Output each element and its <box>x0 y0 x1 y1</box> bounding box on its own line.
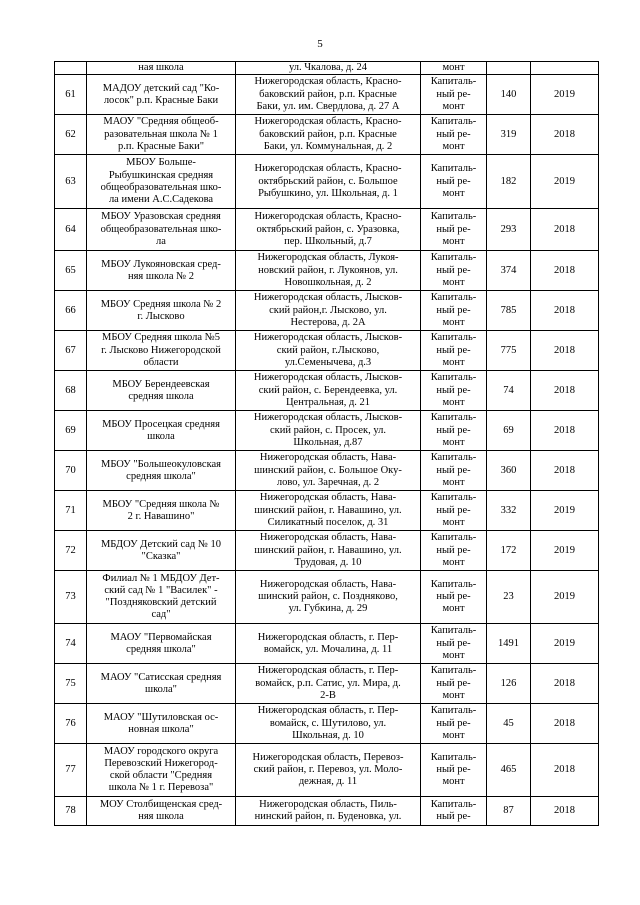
area-value-cell <box>487 451 531 491</box>
institution-name-cell <box>87 797 236 826</box>
table-row <box>55 571 599 624</box>
table-row <box>55 75 599 115</box>
work-type-cell <box>421 62 487 75</box>
institution-address-cell <box>236 115 421 155</box>
table-row <box>55 411 599 451</box>
table-row <box>55 62 599 75</box>
year-value: 2018 <box>554 344 575 356</box>
institution-address-cell <box>236 451 421 491</box>
year-value: 2019 <box>554 504 575 516</box>
institution-name: МБОУ "Средняя школа № 2 г. Навашино" <box>102 498 220 522</box>
institution-address-cell <box>236 62 421 75</box>
institution-name-cell <box>87 115 236 155</box>
work-type: Капиталь- ный ре- монт <box>430 292 477 328</box>
year-value-cell <box>531 251 599 291</box>
institution-name-cell <box>87 371 236 411</box>
institution-name: МАОУ "Сатисская средняя школа" <box>100 671 222 695</box>
table-row <box>55 531 599 571</box>
area-value: 69 <box>503 424 514 436</box>
work-type: Капиталь- ный ре- монт <box>430 163 477 199</box>
year-value-cell <box>531 704 599 744</box>
table-row <box>55 797 599 826</box>
area-value-cell <box>487 624 531 664</box>
year-value-cell <box>531 451 599 491</box>
institution-address-cell <box>236 797 421 826</box>
institution-address: Нижегородская область, Красно- октябрьский район, с. Уразовка, пер. Школьный, д.7 <box>254 211 402 247</box>
work-type-cell <box>421 371 487 411</box>
institution-name: МАОУ городского округа Перевозский Нижегород- ской области "Средняя школа № 1 г. Перевоза" <box>103 745 219 794</box>
year-value: 2019 <box>554 591 575 603</box>
year-value-cell <box>531 291 599 331</box>
area-value: 785 <box>500 304 517 316</box>
row-number-cell <box>55 251 87 291</box>
work-type: Капиталь- ный ре- монт <box>430 332 477 368</box>
institution-name: МОУ Столбищенская сред- няя школа <box>99 799 223 823</box>
row-number: 78 <box>65 805 76 817</box>
row-number: 77 <box>65 764 76 776</box>
page-number: 5 <box>317 38 323 50</box>
institution-name-cell <box>87 291 236 331</box>
row-number: 74 <box>65 637 76 649</box>
work-type: Капиталь- ный ре- монт <box>430 492 477 528</box>
work-type-cell <box>421 155 487 209</box>
area-value-cell <box>487 251 531 291</box>
table-row <box>55 664 599 704</box>
work-type: Капиталь- ный ре- <box>430 799 477 823</box>
row-number-cell <box>55 62 87 75</box>
institution-address: Нижегородская область, Красно- октябрьский район, с. Большое Рыбушкино, ул. Школьная, д. 1 <box>254 163 402 199</box>
institution-name: МАДОУ детский сад "Ко- лосок" р.п. Красные Баки <box>102 82 220 106</box>
row-number-cell <box>55 209 87 251</box>
institution-name-cell <box>87 531 236 571</box>
work-type: Капиталь- ный ре- монт <box>430 372 477 408</box>
work-type-cell <box>421 491 487 531</box>
year-value-cell <box>531 75 599 115</box>
institution-address-cell <box>236 744 421 797</box>
row-number: 73 <box>65 591 76 603</box>
institution-address-cell <box>236 531 421 571</box>
work-type-cell <box>421 75 487 115</box>
institution-address-cell <box>236 664 421 704</box>
year-value: 2019 <box>554 88 575 100</box>
area-value: 775 <box>500 344 517 356</box>
institution-name-cell <box>87 411 236 451</box>
institution-address: Нижегородская область, Перевоз- ский район, г. Перевоз, ул. Моло- дежная, д. 11 <box>252 751 404 788</box>
institution-address: Нижегородская область, Нава- шинский район, с. Большое Оку- лово, ул. Заречная, д. 2 <box>254 452 402 488</box>
institution-name: МАОУ "Первомайская средняя школа" <box>110 631 212 655</box>
institution-address-cell <box>236 624 421 664</box>
area-value: 126 <box>500 677 517 689</box>
institution-name: МАОУ "Средняя общеоб- разовательная школа № 1 р.п. Красные Баки" <box>103 116 219 152</box>
institution-name-cell <box>87 331 236 371</box>
row-number: 62 <box>65 128 76 140</box>
work-type: Капиталь- ный ре- монт <box>430 412 477 448</box>
area-value-cell <box>487 531 531 571</box>
work-type-cell <box>421 531 487 571</box>
row-number: 63 <box>65 175 76 187</box>
year-value-cell <box>531 797 599 826</box>
institution-address-cell <box>236 155 421 209</box>
area-value-cell <box>487 704 531 744</box>
table-row <box>55 704 599 744</box>
institution-address-cell <box>236 371 421 411</box>
work-type-cell <box>421 624 487 664</box>
year-value: 2018 <box>554 384 575 396</box>
institution-name: МБОУ Больше- Рыбушкинская средняя общеобразовательная шко- ла имени А.С.Садекова <box>100 157 222 205</box>
year-value-cell <box>531 744 599 797</box>
work-type: Капиталь- ный ре- монт <box>430 116 477 152</box>
institution-name-cell <box>87 571 236 624</box>
institution-address-cell <box>236 75 421 115</box>
row-number-cell <box>55 744 87 797</box>
institution-name-cell <box>87 744 236 797</box>
institution-name: МАОУ "Шутиловская ос- новная школа" <box>103 711 219 735</box>
table-row <box>55 371 599 411</box>
institution-address: Нижегородская область, Лысков- ский район, с. Просек, ул. Школьная, д.87 <box>253 412 403 448</box>
table-row <box>55 209 599 251</box>
year-value: 2018 <box>554 764 575 776</box>
area-value: 140 <box>500 88 517 100</box>
year-value: 2019 <box>554 637 575 649</box>
institution-address-cell <box>236 209 421 251</box>
institution-name: МБОУ Уразовская средняя общеобразовательная шко- ла <box>100 211 222 247</box>
institution-address: Нижегородская область, Лукоя- новский район, г. Лукоянов, ул. Новошкольная, д. 2 <box>257 252 399 288</box>
institution-name: МБОУ Просецкая средняя школа <box>102 418 220 442</box>
row-number-cell <box>55 624 87 664</box>
row-number: 70 <box>65 464 76 476</box>
year-value: 2018 <box>554 424 575 436</box>
area-value-cell <box>487 571 531 624</box>
work-type: Капиталь- ный ре- монт <box>430 211 477 247</box>
work-type-cell <box>421 209 487 251</box>
work-type: Капиталь- ный ре- монт <box>430 252 477 288</box>
year-value-cell <box>531 155 599 209</box>
work-type-cell <box>421 291 487 331</box>
institution-address: Нижегородская область, Пиль- нинский район, п. Буденовка, ул. <box>254 799 402 823</box>
area-value: 23 <box>503 591 514 603</box>
table-row <box>55 155 599 209</box>
year-value-cell <box>531 411 599 451</box>
institution-name-cell <box>87 209 236 251</box>
work-type-cell <box>421 331 487 371</box>
row-number-cell <box>55 704 87 744</box>
institution-name: МБОУ Средняя школа № 2 г. Лысково <box>100 298 222 322</box>
work-type-cell <box>421 664 487 704</box>
row-number-cell <box>55 75 87 115</box>
institution-address: Нижегородская область, г. Пер- вомайск, ул. Мочалина, д. 11 <box>257 631 399 655</box>
institution-name: ная школа <box>138 62 184 73</box>
row-number-cell <box>55 411 87 451</box>
year-value: 2018 <box>554 304 575 316</box>
work-type: Капиталь- ный ре- монт <box>430 76 477 112</box>
row-number-cell <box>55 531 87 571</box>
year-value-cell <box>531 624 599 664</box>
institution-address: Нижегородская область, Красно- баковский район, р.п. Красные Баки, ул. Коммунальная, д. 2 <box>254 116 402 152</box>
row-number-cell <box>55 291 87 331</box>
area-value-cell <box>487 62 531 75</box>
year-value: 2018 <box>554 805 575 817</box>
area-value-cell <box>487 291 531 331</box>
year-value: 2018 <box>554 677 575 689</box>
area-value: 172 <box>500 544 517 556</box>
area-value: 374 <box>500 264 517 276</box>
row-number-cell <box>55 451 87 491</box>
row-number-cell <box>55 371 87 411</box>
year-value: 2018 <box>554 464 575 476</box>
year-value-cell <box>531 491 599 531</box>
row-number-cell <box>55 797 87 826</box>
institution-address: ул. Чкалова, д. 24 <box>288 62 368 73</box>
area-value-cell <box>487 331 531 371</box>
area-value: 332 <box>500 504 517 516</box>
work-type: Капиталь- ный ре- монт <box>430 578 477 615</box>
year-value: 2019 <box>554 544 575 556</box>
table-body <box>55 62 599 826</box>
row-number-cell <box>55 115 87 155</box>
year-value-cell <box>531 209 599 251</box>
institution-name-cell <box>87 624 236 664</box>
work-type: Капиталь- ный ре- монт <box>430 625 477 661</box>
area-value: 87 <box>503 805 514 817</box>
row-number: 76 <box>65 717 76 729</box>
area-value: 293 <box>500 223 517 235</box>
institution-address: Нижегородская область, г. Пер- вомайск, с. Шутилово, ул. Школьная, д. 10 <box>257 705 399 741</box>
institution-address: Нижегородская область, г. Пер- вомайск, р.п. Сатис, ул. Мира, д. 2-В <box>255 665 401 701</box>
institution-name-cell <box>87 62 236 75</box>
area-value-cell <box>487 115 531 155</box>
area-value-cell <box>487 155 531 209</box>
row-number: 71 <box>65 504 76 516</box>
work-type: Капиталь- ный ре- монт <box>430 751 477 788</box>
area-value-cell <box>487 371 531 411</box>
institution-name: МБОУ Лукояновская сред- няя школа № 2 <box>101 258 221 282</box>
row-number: 68 <box>65 384 76 396</box>
year-value-cell <box>531 371 599 411</box>
row-number-cell <box>55 571 87 624</box>
area-value: 1491 <box>498 637 519 649</box>
institution-name: МБОУ Средняя школа №5 г. Лысково Нижегородской области <box>101 332 221 368</box>
year-value-cell <box>531 664 599 704</box>
area-value-cell <box>487 411 531 451</box>
institution-name: МБОУ "Большеокуловская средняя школа" <box>100 458 222 482</box>
row-number: 69 <box>65 424 76 436</box>
institution-name: МБДОУ Детский сад № 10 "Сказка" <box>100 538 222 562</box>
institution-name-cell <box>87 155 236 209</box>
work-type-cell <box>421 797 487 826</box>
row-number-cell <box>55 491 87 531</box>
area-value-cell <box>487 209 531 251</box>
institution-address: Нижегородская область, Нава- шинский район, с. Поздняково, ул. Губкина, д. 29 <box>258 578 398 615</box>
institution-address-cell <box>236 331 421 371</box>
table-row <box>55 291 599 331</box>
row-number: 64 <box>65 223 76 235</box>
institution-address-cell <box>236 491 421 531</box>
institution-address: Нижегородская область, Лысков- ский район,г. Лысково, ул. Нестерова, д. 2А <box>253 292 403 328</box>
year-value-cell <box>531 62 599 75</box>
work-type: монт <box>442 62 465 73</box>
institution-address: Нижегородская область, Лысков- ский район, с. Берендеевка, ул. Центральная, д. 21 <box>253 372 403 408</box>
area-value-cell <box>487 75 531 115</box>
work-type: Капиталь- ный ре- монт <box>430 452 477 488</box>
row-number: 66 <box>65 304 76 316</box>
row-number-cell <box>55 664 87 704</box>
table-row <box>55 744 599 797</box>
work-type: Капиталь- ный ре- монт <box>430 705 477 741</box>
area-value-cell <box>487 797 531 826</box>
institution-address-cell <box>236 251 421 291</box>
area-value: 182 <box>500 175 517 187</box>
institution-address: Нижегородская область, Нава- шинский район, г. Навашино, ул. Силикатный поселок, д. 31 <box>254 492 402 528</box>
work-type-cell <box>421 451 487 491</box>
table-row <box>55 331 599 371</box>
institution-address: Нижегородская область, Нава- шинский район, г. Навашино, ул. Трудовая, д. 10 <box>254 532 402 568</box>
table-row <box>55 624 599 664</box>
row-number: 75 <box>65 677 76 689</box>
year-value-cell <box>531 331 599 371</box>
work-type-cell <box>421 704 487 744</box>
institution-address-cell <box>236 291 421 331</box>
area-value: 319 <box>500 128 517 140</box>
institution-name-cell <box>87 664 236 704</box>
work-type: Капиталь- ный ре- монт <box>430 665 477 701</box>
row-number-cell <box>55 155 87 209</box>
institution-name-cell <box>87 75 236 115</box>
institution-name-cell <box>87 704 236 744</box>
work-type: Капиталь- ный ре- монт <box>430 532 477 568</box>
institution-name: Филиал № 1 МБДОУ Дет- ский сад № 1 "Василек" - "Поздняковский детский сад" <box>102 572 220 621</box>
area-value: 74 <box>503 384 514 396</box>
row-number: 65 <box>65 264 76 276</box>
year-value-cell <box>531 115 599 155</box>
year-value: 2019 <box>554 175 575 187</box>
row-number: 72 <box>65 544 76 556</box>
institution-address-cell <box>236 411 421 451</box>
institution-name-cell <box>87 251 236 291</box>
area-value-cell <box>487 664 531 704</box>
repair-registry-table <box>54 61 599 826</box>
table-row <box>55 251 599 291</box>
area-value: 45 <box>503 717 514 729</box>
area-value: 465 <box>500 764 517 776</box>
area-value-cell <box>487 491 531 531</box>
year-value: 2018 <box>554 264 575 276</box>
row-number-cell <box>55 331 87 371</box>
institution-address: Нижегородская область, Красно- баковский район, р.п. Красные Баки, ул. им. Свердлова, д. 27 А <box>254 76 402 112</box>
work-type-cell <box>421 744 487 797</box>
area-value-cell <box>487 744 531 797</box>
institution-address-cell <box>236 704 421 744</box>
row-number: 67 <box>65 344 76 356</box>
year-value: 2018 <box>554 717 575 729</box>
table-row <box>55 451 599 491</box>
work-type-cell <box>421 571 487 624</box>
institution-name-cell <box>87 491 236 531</box>
area-value: 360 <box>500 464 517 476</box>
work-type-cell <box>421 411 487 451</box>
year-value: 2018 <box>554 223 575 235</box>
year-value-cell <box>531 531 599 571</box>
work-type-cell <box>421 115 487 155</box>
table-row <box>55 115 599 155</box>
institution-name: МБОУ Берендеевская средняя школа <box>112 378 210 402</box>
work-type-cell <box>421 251 487 291</box>
institution-address: Нижегородская область, Лысков- ский район, г.Лысково, ул.Семенычева, д.3 <box>253 332 403 368</box>
table-row <box>55 491 599 531</box>
institution-address-cell <box>236 571 421 624</box>
institution-name-cell <box>87 451 236 491</box>
year-value: 2018 <box>554 128 575 140</box>
row-number: 61 <box>65 88 76 100</box>
year-value-cell <box>531 571 599 624</box>
